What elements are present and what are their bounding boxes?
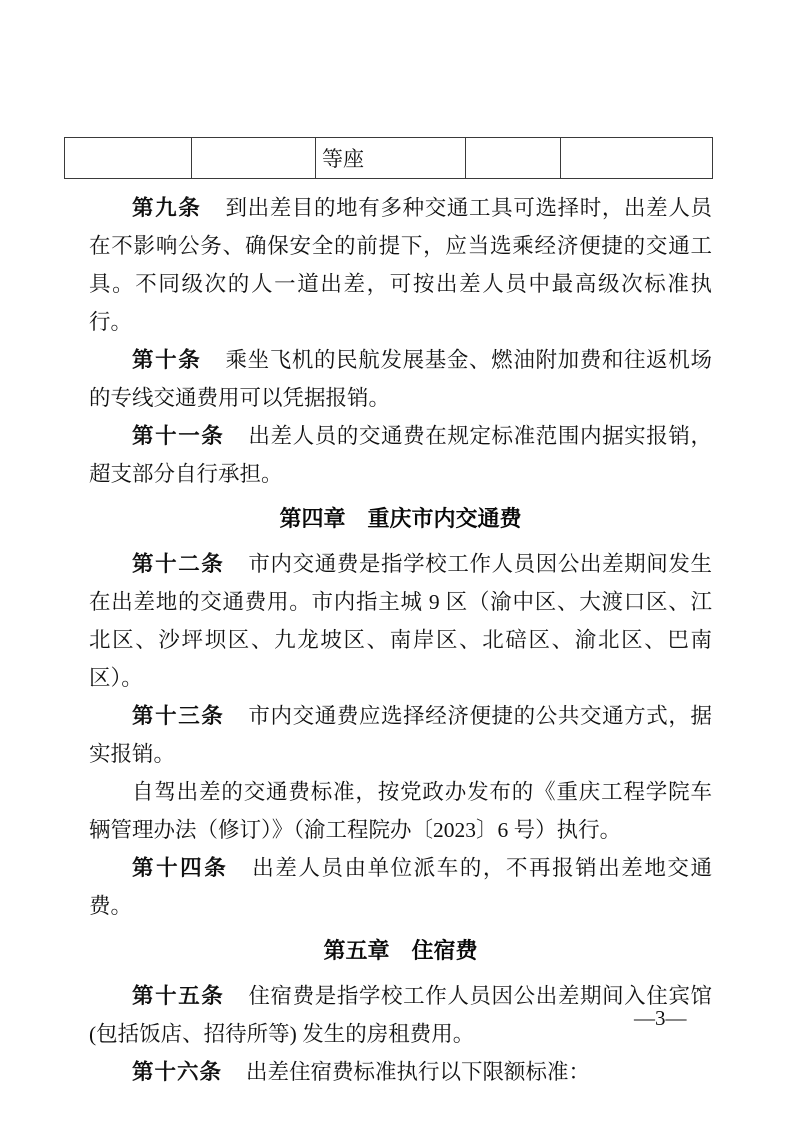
paragraph-text: 出差住宿费标准执行以下限额标准： — [246, 1060, 591, 1084]
article-label: 第十一条 — [132, 424, 225, 448]
article-label: 第十二条 — [132, 552, 225, 576]
page-number: —3— — [634, 1006, 687, 1030]
paragraph-text: 到出差目的地有多种交通工具可选择时，出差人员在不影响公务、确保安全的前提下，应当选乘经济便捷的交通工具。不同级次的人一道出差，可按出差人员中最高级次标准执行。 — [89, 196, 712, 334]
paragraph-text: 出差人员的交通费在规定标准范围内据实报销，超支部分自行承担。 — [89, 424, 712, 486]
article-paragraph-12 — [89, 545, 712, 697]
paragraph-text: 市内交通费应选择经济便捷的公共交通方式，据实报销。 — [89, 704, 712, 766]
supplementary-paragraph — [89, 773, 712, 849]
paragraph-text: 自驾出差的交通费标准，按党政办发布的《重庆工程学院车辆管理办法（修订）》（渝工程院办〔2023〕6 号）执行。 — [89, 780, 712, 842]
paragraph-text: 出差人员由单位派车的，不再报销出差地交通费。 — [89, 856, 712, 918]
article-paragraph-16 — [89, 1053, 712, 1091]
chapter-heading-4: 第四章 重庆市内交通费 — [279, 506, 522, 531]
article-paragraph-15 — [89, 977, 712, 1053]
article-paragraph-11 — [89, 417, 712, 493]
article-label: 第十四条 — [132, 856, 229, 880]
paragraph-text: 市内交通费是指学校工作人员因公出差期间发生在出差地的交通费用。市内指主城 9 区（渝中区、大渡口区、江北区、沙坪坝区、九龙坡区、南岸区、北碚区、渝北区、巴南区）。 — [89, 552, 712, 690]
article-label: 第十条 — [132, 348, 202, 372]
table-cell-seat-class: 等座 — [316, 138, 466, 179]
article-label: 第十三条 — [132, 704, 225, 728]
chapter-heading-5: 第五章 住宿费 — [323, 938, 478, 963]
article-paragraph-10 — [89, 341, 712, 417]
table-cell — [65, 138, 192, 179]
seat-class-table-fragment — [64, 137, 713, 179]
article-paragraph-13 — [89, 697, 712, 773]
table-row — [65, 138, 713, 179]
paragraph-text: 乘坐飞机的民航发展基金、燃油附加费和往返机场的专线交通费用可以凭据报销。 — [89, 348, 712, 410]
article-label: 第十六条 — [132, 1060, 223, 1084]
table-cell — [561, 138, 713, 179]
document-body — [89, 189, 712, 1091]
article-paragraph-14 — [89, 849, 712, 925]
article-label: 第十五条 — [132, 984, 225, 1008]
table-cell — [466, 138, 561, 179]
article-label: 第九条 — [132, 196, 202, 220]
table-cell — [192, 138, 316, 179]
paragraph-text: 住宿费是指学校工作人员因公出差期间入住宾馆(包括饭店、招待所等) 发生的房租费用。 — [89, 984, 712, 1046]
article-paragraph-9 — [89, 189, 712, 341]
